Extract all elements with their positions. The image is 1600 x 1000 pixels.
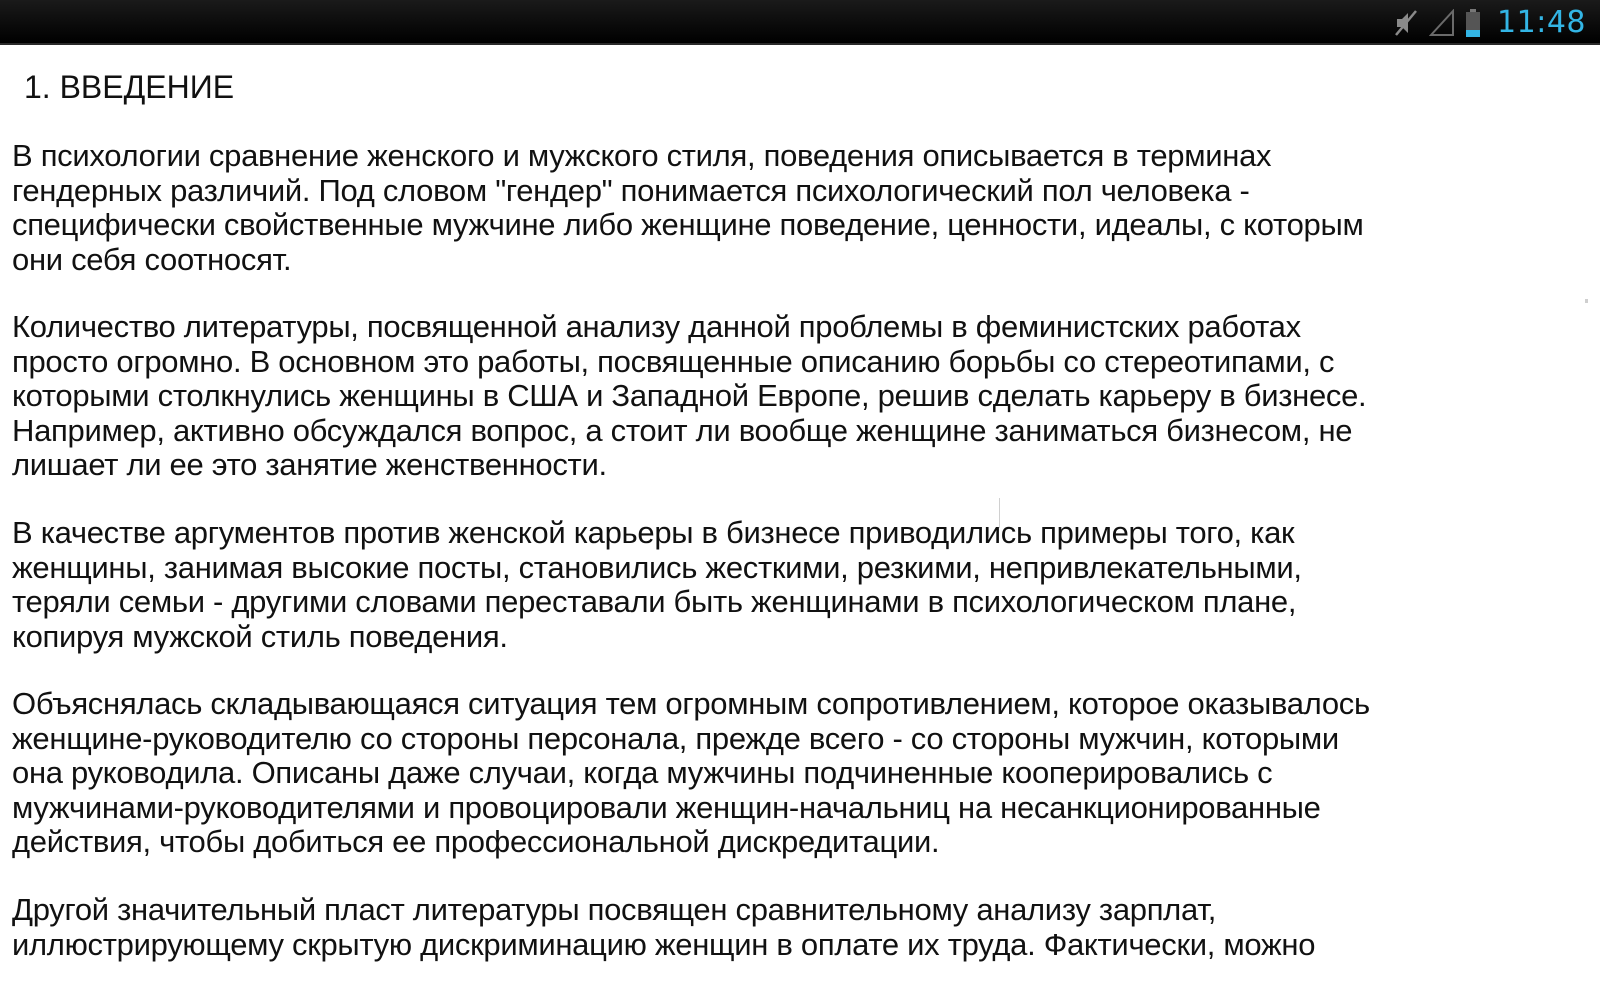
- paragraph-line: Например, активно обсуждался вопрос, а стоит ли вообще женщине заниматься бизнесом, не: [12, 412, 1353, 448]
- paragraph-line: специфически свойственные мужчине либо женщине поведение, ценности, идеалы, с которым: [12, 207, 1364, 242]
- paragraph-line: теряли семьи - другими словами переставали быть женщинами в психологическом плане,: [12, 584, 1297, 619]
- paragraph-line: женщины, занимая высокие посты, становились жесткими, резкими, непривлекательными,: [12, 549, 1302, 585]
- paragraph-1: [12, 139, 1582, 277]
- status-bar: [0, 0, 1600, 45]
- paragraph-line: В качестве аргументов против женской карьеры в бизнесе приводились примеры того, как: [12, 515, 1295, 550]
- paragraph-line: иллюстрирующему скрытую дискриминацию женщин в оплате их труда. Фактически, можно: [12, 926, 1316, 962]
- signal-icon: [1429, 9, 1455, 37]
- paragraph-line: она руководила. Описаны даже случаи, когда мужчины подчиненные кооперировались с: [12, 755, 1273, 790]
- paragraph-4: [12, 687, 1582, 860]
- paragraph-line: мужчинами-руководителями и провоцировали женщин-начальниц на несанкционированные: [12, 789, 1321, 825]
- paragraph-3: [12, 516, 1582, 654]
- scroll-indicator[interactable]: [1585, 299, 1588, 303]
- battery-icon: [1465, 8, 1481, 38]
- paragraph-line: просто огромно. В основном это работы, посвященные описанию борьбы со стереотипами, с: [12, 343, 1335, 379]
- status-icons: [1393, 0, 1586, 45]
- clock: 11:48: [1497, 5, 1586, 40]
- paragraph-line: лишает ли ее это занятие женственности.: [12, 447, 607, 482]
- paragraph-line: В психологии сравнение женского и мужского стиля, поведения описывается в терминах: [12, 138, 1272, 173]
- paragraph-line: женщине-руководителю со стороны персонала, прежде всего - со стороны мужчин, которыми: [12, 720, 1339, 756]
- paragraph-line: Объяснялась складывающаяся ситуация тем огромным сопротивлением, которое оказывалось: [12, 686, 1370, 721]
- paragraph-line: которыми столкнулись женщины в США и Западной Европе, решив сделать карьеру в бизнесе.: [12, 378, 1367, 413]
- paragraph-line: Количество литературы, посвященной анализу данной проблемы в феминистских работах: [12, 309, 1301, 344]
- mute-icon: [1393, 8, 1419, 38]
- document-reader[interactable]: [0, 47, 1600, 1000]
- paragraph-line: копируя мужской стиль поведения.: [12, 618, 508, 654]
- paragraph-line: гендерных различий. Под словом "гендер" понимается психологический пол человека -: [12, 172, 1250, 208]
- paragraph-2: [12, 310, 1582, 483]
- paragraph-line: Другой значительный пласт литературы посвящен сравнительному анализу зарплат,: [12, 892, 1217, 927]
- paragraph-line: действия, чтобы добиться ее профессиональной дискредитации.: [12, 824, 940, 859]
- paragraph-line: они себя соотносят.: [12, 241, 292, 277]
- document-heading: 1. ВВЕДЕНИЕ: [24, 69, 235, 105]
- paragraph-5: [12, 893, 1582, 962]
